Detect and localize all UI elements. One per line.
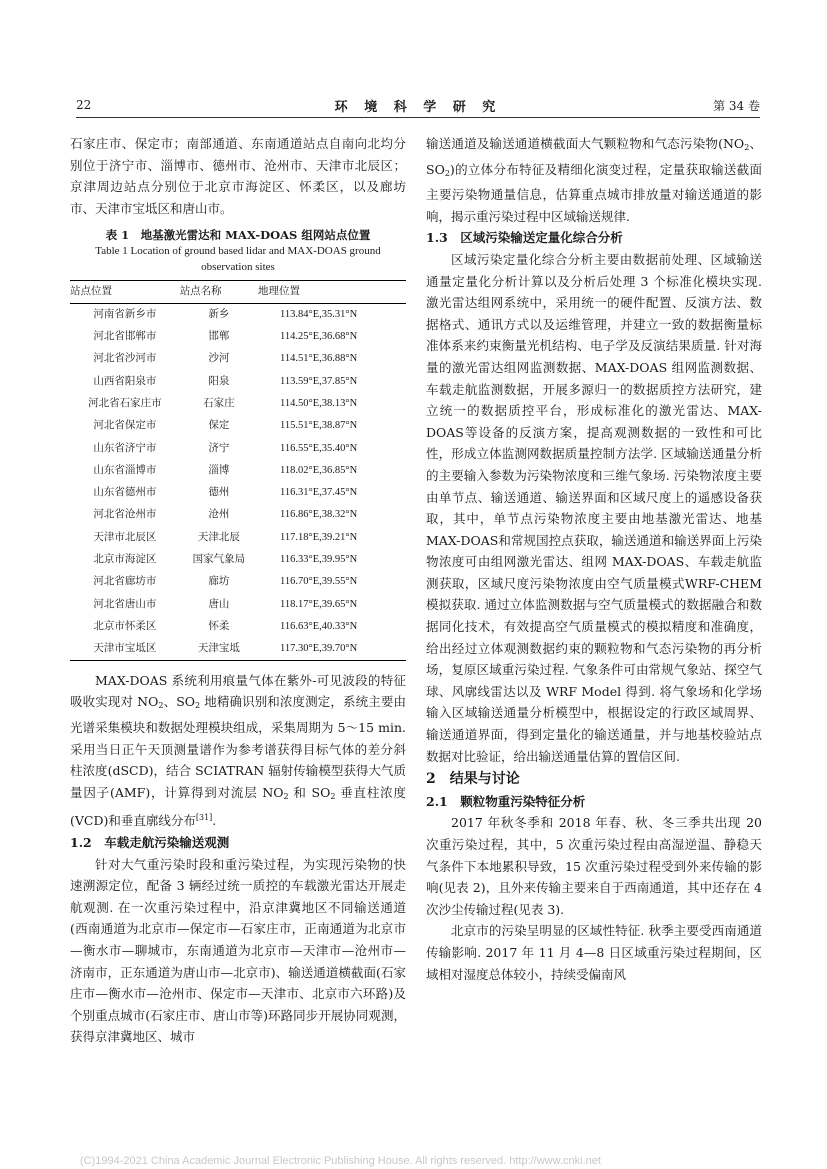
table-caption-en: Table 1 Location of ground based lidar and MAX-DOAS ground observation sites xyxy=(95,245,381,274)
site-location-cell: 山东省德州市 xyxy=(93,486,157,499)
site-coord-cell: 113.59°E,37.85°N xyxy=(280,375,358,387)
site-name-cell: 沙河 xyxy=(208,352,230,365)
site-location-cell: 山东省淄博市 xyxy=(93,463,157,476)
site-coord-cell: 116.70°E,39.55°N xyxy=(280,576,358,588)
table-row xyxy=(70,593,406,615)
site-name-cell: 国家气象局 xyxy=(192,553,246,566)
sites-table xyxy=(70,280,406,660)
table-row xyxy=(70,348,406,370)
site-name-cell: 怀柔 xyxy=(208,619,230,632)
table-header-cell: 地理位置 xyxy=(258,281,406,304)
site-name-cell: 德州 xyxy=(208,486,230,499)
site-coord-cell: 116.31°E,37.45°N xyxy=(280,487,358,499)
site-coord-cell: 113.84°E,35.31°N xyxy=(280,309,358,321)
right-column xyxy=(426,133,762,985)
left-column xyxy=(70,133,406,1048)
site-coord-cell: 115.51°E,38.87°N xyxy=(280,420,358,432)
site-name-cell: 沧州 xyxy=(208,508,230,521)
table-row xyxy=(70,303,406,325)
site-name-cell: 石家庄 xyxy=(203,397,235,409)
site-location-cell: 北京市海淀区 xyxy=(93,553,157,566)
site-location-cell: 河北省沙河市 xyxy=(93,352,157,365)
table-row xyxy=(70,482,406,504)
table-row xyxy=(70,504,406,526)
section-2-1-heading: 2.1 颗粒物重污染特征分析 xyxy=(426,793,586,809)
site-name-cell: 天津宝坻 xyxy=(180,638,258,660)
running-header xyxy=(76,96,760,118)
site-name-cell: 保定 xyxy=(208,419,230,432)
site-location-cell: 河北省石家庄市 xyxy=(88,397,162,409)
table-row xyxy=(70,326,406,348)
site-coord-cell: 118.02°E,36.85°N xyxy=(280,464,358,476)
site-coord-cell: 117.18°E,39.21°N xyxy=(280,531,358,543)
site-coord-cell: 117.30°E,39.70°N xyxy=(258,638,406,660)
volume-label: 第 34 卷 xyxy=(713,99,760,113)
site-location-cell: 河南省新乡市 xyxy=(93,308,157,321)
site-name-cell: 济宁 xyxy=(208,441,230,454)
site-location-cell: 天津市北辰区 xyxy=(93,530,157,543)
site-location-cell: 河北省沧州市 xyxy=(93,508,157,521)
site-name-cell: 邯郸 xyxy=(208,330,230,343)
table-row xyxy=(70,549,406,571)
site-location-cell: 河北省保定市 xyxy=(93,419,157,432)
site-coord-cell: 116.86°E,38.32°N xyxy=(280,509,358,521)
table-row xyxy=(70,460,406,482)
table-row xyxy=(70,437,406,459)
site-location-cell: 山东省济宁市 xyxy=(93,441,157,454)
site-coord-cell: 114.25°E,36.68°N xyxy=(280,331,358,343)
continuation-paragraph: 输送通道及输送通道横截面大气颗粒物和气态污染物($NO_2$、$SO_2$)的立体分布特征及精细化演变过程，定量获取输送截面主要污染物通量信息，估算重点城市排放量对输送通道的影响，揭示重污染过程中区域输送规律. xyxy=(426,136,762,224)
site-location-cell: 河北省邯郸市 xyxy=(93,330,157,343)
site-coord-cell: 118.17°E,39.65°N xyxy=(280,598,358,610)
table-row xyxy=(70,638,406,660)
site-name-cell: 唐山 xyxy=(208,597,230,610)
site-name-cell: 廊坊 xyxy=(208,575,230,588)
journal-title: 环 境 科 学 研 究 xyxy=(334,100,502,115)
table-header-row xyxy=(70,281,406,304)
table-row xyxy=(70,370,406,392)
site-name-cell: 淄博 xyxy=(208,463,230,476)
site-name-cell: 新乡 xyxy=(208,308,230,321)
site-name-cell: 天津北辰 xyxy=(197,530,240,543)
intro-paragraph: 石家庄市、保定市；南部通道、东南通道站点自南向北均分别位于济宁市、淄博市、德州市、沧州市、天津市北辰区；京津周边站点分别位于北京市海淀区、怀柔区，以及廊坊市、天津市宝坻区和唐山市。 xyxy=(70,136,406,216)
site-coord-cell: 114.51°E,36.88°N xyxy=(280,353,358,365)
site-location-cell: 河北省唐山市 xyxy=(93,597,157,610)
page-number: 22 xyxy=(76,98,92,112)
section-2-heading: 2 结果与讨论 xyxy=(426,771,520,788)
site-location-cell: 山西省阳泉市 xyxy=(93,374,157,387)
maxdoas-paragraph: MAX-DOAS 系统利用痕量气体在紫外-可见波段的特征吸收实现对 $NO_2$、$SO_2$ 地精确识别和浓度测定，系统主要由光谱采集模块和数据处理模块组成，采集周期为 5～15 min. 采用当日正午天顶测量谱作为参考谱获得目标气体的差分斜柱浓度(dSCD)，结合 SCIATRAN 辐射传输模型获得大气质量因子(AMF)，计算得到对流层 $NO_2$ 和 $SO_2$ 垂直柱浓度(VCD)和垂直廓线分布[31]. xyxy=(70,672,406,829)
site-location-cell: 北京市怀柔区 xyxy=(93,619,157,632)
pollution-paragraph: 2017 年秋冬季和 2018 年春、秋、冬三季共出现 20 次重污染过程，其中，5 次重污染过程由高湿逆温、静稳天气条件下本地累积导致，15 次重污染过程受到外来传输的影响(见表 2)，且外来传输主要来自于西南通道，其中还存在 4 次沙尘传输过程(见表 3). xyxy=(426,815,762,917)
table-caption-zh: 表 1 地基激光雷达和 MAX-DOAS 组网站点位置 xyxy=(105,228,371,243)
site-name-cell: 阳泉 xyxy=(208,374,230,387)
analysis-paragraph: 区域污染定量化综合分析主要由数据前处理、区域输送通量定量化分析计算以及分析后处理 3 个标准化模块实现. 激光雷达组网系统中，采用统一的硬件配置、反演方法、数据格式、通讯方式以及运维管理，并建立一致的数据衡量标准体系来约束衡量光机结构、电子学及反演结果质量. 针对海量的激光雷达组网监测数据、MAX-DOAS 组网监测数据、车载走航监测数据，开展多源归一的数据质控方法研究，建立统一的数据质控平台，形成标准化的激光雷达、MAX-DOAS等设备的反演方案，提高观测数据的一致性和可比性，形成立体监测网数据质量控制方法学. 区域输送通量分析的主要输入参数为污染物浓度和三维气象场. 污染物浓度主要由单节点、输送通道、输送界面和区域尺度上的遥感设备获取，其中，单节点污染物浓度主要由地基激光雷达、地基MAX-DOAS和常规国控点获取，输送通道和输送界面上污染物浓度可由组网激光雷达、组网 MAX-DOAS、车载走航监测获取，区域尺度污染物浓度由空气质量模式WRF-CHEM模拟获取. 通过立体监测数据与空气质量模式的数据融合和数据同化技术，有效提高空气质量模式的模拟精度和准确度，给出经过立体观测数据约束的颗粒物和气态污染物的再分析场，复原区域重污染过程. 气象条件可由常规气象站、探空气球、风廓线雷达以及 WRF Model 得到. 将气象场和化学场输入区域输送通量分析模型中，根据设定的行政区域周界、输送通道界面，得到定量化的输送通量，并与地基校验站点数据对比验证，给出输送通量估算的置信区间. xyxy=(426,251,762,764)
section-1-3-heading: 1.3 区域污染输送定量化综合分析 xyxy=(426,230,623,246)
vehicle-paragraph: 针对大气重污染时段和重污染过程，为实现污染物的快速溯源定位，配备 3 辆经过统一质控的车载激光雷达开展走航观测. 在一次重污染过程中，沿京津冀地区不同输送通道(西南通道为北京市—保定市—石家庄市，正南通道为北京市—衡水市—聊城市，东南通道为北京市—天津市—沧州市—济南市，正东通道为唐山市—北京市)、输送通道横截面(石家庄市—衡水市—沧州市、保定市—天津市、北京市六环路)及个别重点城市(石家庄市、唐山市等)环路同步开展协同观测，获得京津冀地区、城市 xyxy=(70,856,406,1045)
table-header-cell: 站点位置 xyxy=(70,281,180,304)
site-location-cell: 天津市宝坻区 xyxy=(70,638,180,660)
copyright-watermark: (C)1994-2021 China Academic Journal Electronic Publishing House. All rights reserved. http://www.cnki.net xyxy=(80,1155,601,1167)
site-coord-cell: 116.63°E,40.33°N xyxy=(280,620,358,632)
table-caption xyxy=(70,227,406,275)
table-row xyxy=(70,616,406,638)
beijing-paragraph: 北京市的污染呈明显的区域性特征. 秋季主要受西南通道传输影响. 2017 年 11 月 4—8 日区域重污染过程期间，区域相对湿度总体较小，持续受偏南风 xyxy=(426,923,762,982)
table-row xyxy=(70,571,406,593)
site-coord-cell: 116.55°E,35.40°N xyxy=(280,442,358,454)
site-coord-cell: 116.33°E,39.95°N xyxy=(280,554,358,566)
section-1-2-heading: 1.2 车载走航污染输送观测 xyxy=(70,835,230,851)
site-coord-cell: 114.50°E,38.13°N xyxy=(280,398,358,409)
site-location-cell: 河北省廊坊市 xyxy=(93,575,157,588)
table-row xyxy=(70,393,406,415)
table-row xyxy=(70,526,406,548)
table-row xyxy=(70,415,406,437)
table-header-cell: 站点名称 xyxy=(180,281,258,304)
citation-ref[interactable]: [31] xyxy=(195,813,213,823)
